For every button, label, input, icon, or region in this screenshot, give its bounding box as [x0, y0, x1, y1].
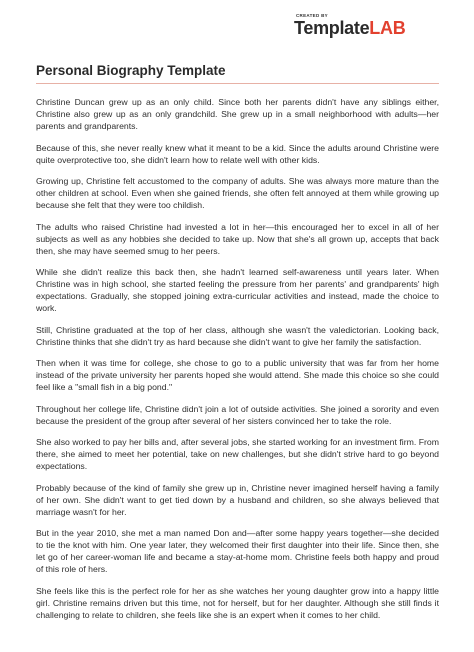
paragraph-4: The adults who raised Christine had invested a lot in her—this encouraged her to excel in all of her subjects as well as any hobbies she decided to take up. Now that she's all grown up, accepts that back then, she may have seemed smug to her peers. — [36, 221, 439, 256]
paragraph-6: Still, Christine graduated at the top of her class, although she wasn't the valedictorian. Looking back, Christine thinks that she didn't try as hard because she didn't want to give her family the satisfaction. — [36, 324, 439, 347]
logo-brand-part2: LAB — [369, 18, 406, 38]
logo-created-by-text: CREATED BY — [296, 13, 328, 18]
paragraph-9: She also worked to pay her bills and, after several jobs, she started working for an investment firm. From there, she aimed to meet her potential, take on new challenges, but she didn't strive hard to go beyond expectations. — [36, 437, 439, 471]
paragraph-7: Then when it was time for college, she chose to go to a public university that was far from her home instead of the private university her parents hoped she would attend. She made this choice so she could feel like a "small fish in a big pond." — [36, 358, 439, 392]
biography-body — [36, 96, 439, 630]
paragraph-10: Probably because of the kind of family she grew up in, Christine never imagined herself having a family of her own. She didn't want to get tied down by a husband and children, so she always believed that marriage wasn't for her. — [36, 482, 439, 517]
paragraph-12: She feels like this is the perfect role for her as she watches her young daughter grow into a happy little girl. Christine remains driven but this time, not for herself, but for her daughter. Although she still finds it challenging to relate to children, she feels like she is an expert when it comes to her child. — [36, 585, 439, 620]
paragraph-11: But in the year 2010, she met a man named Don and—after some happy years together—she decided to tie the knot with him. One year later, they welcomed their first daughter into their life. Since then, she let go of her career-woman life and became a stay-at-home mom. Christine feels both happy and proud of this role of hers. — [36, 528, 439, 574]
logo-brand-text — [294, 18, 405, 38]
paragraph-8: Throughout her college life, Christine didn't join a lot of outside activities. She joined a sorority and even because the president of the group after several of her sisters convinced her to take the role. — [36, 403, 439, 426]
paragraph-1: Christine Duncan grew up as an only child. Since both her parents didn't have any siblings either, Christine also grew up as an only grandchild. She grew up in a small neighborhood with adults—her parents and grandparents. — [36, 97, 439, 131]
paragraph-3: Growing up, Christine felt accustomed to the company of adults. She was always more mature than the other children at school. Even when she gained friends, she often felt annoyed at them while growing up because she felt that they were too childish. — [36, 176, 439, 210]
paragraph-5: While she didn't realize this back then, she hadn't learned self-awareness until years later. When Christine was in high school, she started feeling the pressure from her parents' and grandparents' high expectations. Gradually, she stopped joining extra-curricular activities and instead, made the choice to work. — [36, 267, 439, 313]
logo-brand-part1: Template — [294, 18, 370, 38]
templatelab-logo — [294, 13, 430, 43]
page-title: Personal Biography Template — [36, 63, 226, 78]
title-divider — [36, 83, 439, 84]
paragraph-2: Because of this, she never really knew what it meant to be a kid. Since the adults around Christine were quite overprotective too, she didn't learn how to relate well with other kids. — [36, 142, 439, 165]
